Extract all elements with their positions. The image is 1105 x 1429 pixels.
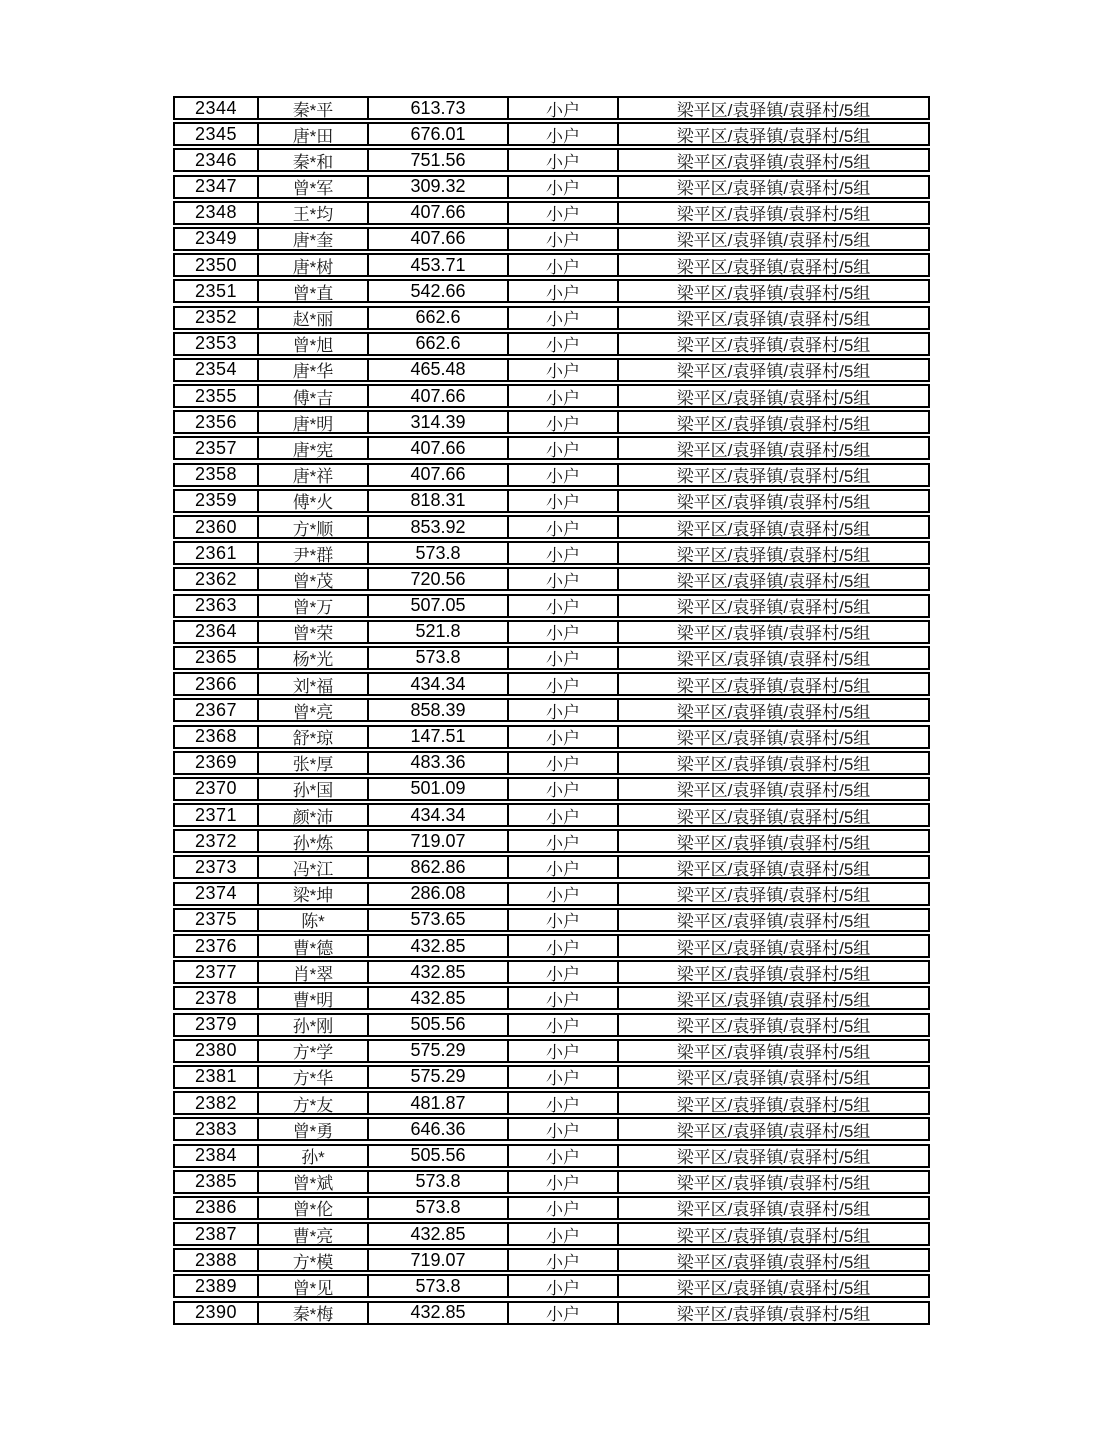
row-name-cell: 刘*福 bbox=[257, 674, 367, 694]
row-name-cell: 秦*梅 bbox=[257, 1303, 367, 1323]
row-name-cell: 傅*火 bbox=[257, 491, 367, 511]
row-name-cell: 曾*见 bbox=[257, 1276, 367, 1296]
row-location-cell: 梁平区/袁驿镇/袁驿村/5组 bbox=[617, 1250, 928, 1270]
row-name-cell: 方*顺 bbox=[257, 517, 367, 537]
row-name-cell: 曾*万 bbox=[257, 596, 367, 616]
row-value-cell: 432.85 bbox=[367, 1303, 507, 1323]
row-value-cell: 501.09 bbox=[367, 779, 507, 799]
row-location-cell: 梁平区/袁驿镇/袁驿村/5组 bbox=[617, 648, 928, 668]
row-location-cell: 梁平区/袁驿镇/袁驿村/5组 bbox=[617, 1041, 928, 1061]
row-id-cell: 2356 bbox=[194, 412, 238, 432]
row-type-cell: 小户 bbox=[507, 386, 617, 406]
row-id-cell: 2352 bbox=[194, 307, 238, 327]
row-value-cell: 505.56 bbox=[367, 1015, 507, 1035]
row-location-cell: 梁平区/袁驿镇/袁驿村/5组 bbox=[617, 910, 928, 930]
row-id-cell: 2345 bbox=[194, 124, 238, 144]
row-type-cell: 小户 bbox=[507, 124, 617, 144]
row-type-cell: 小户 bbox=[507, 1146, 617, 1166]
row-name-cell: 孙*国 bbox=[257, 779, 367, 799]
row-name-cell: 曾*茂 bbox=[257, 569, 367, 589]
row-location-cell: 梁平区/袁驿镇/袁驿村/5组 bbox=[617, 150, 928, 170]
row-name-cell: 唐*奎 bbox=[257, 229, 367, 249]
row-value-cell: 646.36 bbox=[367, 1119, 507, 1139]
table-row bbox=[173, 279, 930, 303]
row-value-cell: 573.8 bbox=[367, 543, 507, 563]
row-id-cell: 2383 bbox=[194, 1119, 238, 1139]
table-row bbox=[173, 829, 930, 853]
row-name-cell: 曹*德 bbox=[257, 936, 367, 956]
table-row bbox=[173, 960, 930, 984]
row-type-cell: 小户 bbox=[507, 779, 617, 799]
row-type-cell: 小户 bbox=[507, 727, 617, 747]
row-type-cell: 小户 bbox=[507, 1172, 617, 1192]
row-location-cell: 梁平区/袁驿镇/袁驿村/5组 bbox=[617, 229, 928, 249]
row-type-cell: 小户 bbox=[507, 465, 617, 485]
row-type-cell: 小户 bbox=[507, 177, 617, 197]
row-value-cell: 662.6 bbox=[367, 334, 507, 354]
row-location-cell: 梁平区/袁驿镇/袁驿村/5组 bbox=[617, 569, 928, 589]
table-row bbox=[173, 620, 930, 644]
row-id-cell: 2362 bbox=[194, 569, 238, 589]
row-name-cell: 曾*直 bbox=[257, 281, 367, 301]
table-row bbox=[173, 541, 930, 565]
row-location-cell: 梁平区/袁驿镇/袁驿村/5组 bbox=[617, 386, 928, 406]
row-id-cell: 2371 bbox=[194, 805, 238, 825]
row-type-cell: 小户 bbox=[507, 648, 617, 668]
row-type-cell: 小户 bbox=[507, 203, 617, 223]
table-row bbox=[173, 1039, 930, 1063]
row-id-cell: 2349 bbox=[194, 228, 238, 249]
row-value-cell: 818.31 bbox=[367, 491, 507, 511]
row-id-cell: 2357 bbox=[194, 438, 238, 458]
row-type-cell: 小户 bbox=[507, 988, 617, 1008]
row-location-cell: 梁平区/袁驿镇/袁驿村/5组 bbox=[617, 177, 928, 197]
table-row bbox=[173, 1013, 930, 1037]
row-location-cell: 梁平区/袁驿镇/袁驿村/5组 bbox=[617, 727, 928, 747]
table-row bbox=[173, 567, 930, 591]
table-row bbox=[173, 672, 930, 696]
household-table bbox=[173, 96, 930, 1327]
row-name-cell: 尹*群 bbox=[257, 543, 367, 563]
row-location-cell: 梁平区/袁驿镇/袁驿村/5组 bbox=[617, 281, 928, 301]
row-id-cell: 2361 bbox=[194, 543, 238, 563]
row-type-cell: 小户 bbox=[507, 910, 617, 930]
row-id-cell: 2372 bbox=[194, 831, 238, 851]
row-location-cell: 梁平区/袁驿镇/袁驿村/5组 bbox=[617, 124, 928, 144]
row-location-cell: 梁平区/袁驿镇/袁驿村/5组 bbox=[617, 596, 928, 616]
row-type-cell: 小户 bbox=[507, 753, 617, 773]
row-id-cell: 2358 bbox=[194, 464, 238, 485]
row-location-cell: 梁平区/袁驿镇/袁驿村/5组 bbox=[617, 203, 928, 223]
row-location-cell: 梁平区/袁驿镇/袁驿村/5组 bbox=[617, 962, 928, 982]
row-value-cell: 407.66 bbox=[367, 203, 507, 223]
table-body bbox=[173, 96, 930, 1325]
row-name-cell: 颜*沛 bbox=[257, 805, 367, 825]
row-id-cell: 2375 bbox=[194, 909, 238, 930]
row-id-cell: 2387 bbox=[194, 1224, 238, 1244]
table-row bbox=[173, 436, 930, 460]
row-id-cell: 2389 bbox=[194, 1276, 238, 1296]
row-type-cell: 小户 bbox=[507, 255, 617, 275]
row-type-cell: 小户 bbox=[507, 569, 617, 589]
row-location-cell: 梁平区/袁驿镇/袁驿村/5组 bbox=[617, 1015, 928, 1035]
table-row bbox=[173, 777, 930, 801]
row-location-cell: 梁平区/袁驿镇/袁驿村/5组 bbox=[617, 779, 928, 799]
row-name-cell: 赵*丽 bbox=[257, 308, 367, 328]
row-location-cell: 梁平区/袁驿镇/袁驿村/5组 bbox=[617, 438, 928, 458]
row-location-cell: 梁平区/袁驿镇/袁驿村/5组 bbox=[617, 1198, 928, 1218]
row-id-cell: 2360 bbox=[194, 517, 238, 537]
row-id-cell: 2364 bbox=[194, 621, 238, 642]
row-type-cell: 小户 bbox=[507, 281, 617, 301]
row-id-cell: 2353 bbox=[194, 333, 238, 354]
table-row bbox=[173, 306, 930, 330]
row-id-cell: 2386 bbox=[194, 1197, 238, 1218]
table-row bbox=[173, 1248, 930, 1272]
row-type-cell: 小户 bbox=[507, 962, 617, 982]
row-value-cell: 573.8 bbox=[367, 648, 507, 668]
row-id-cell: 2384 bbox=[194, 1145, 238, 1165]
row-name-cell: 陈* bbox=[257, 910, 367, 930]
table-row bbox=[173, 986, 930, 1010]
row-location-cell: 梁平区/袁驿镇/袁驿村/5组 bbox=[617, 465, 928, 485]
row-location-cell: 梁平区/袁驿镇/袁驿村/5组 bbox=[617, 831, 928, 851]
row-value-cell: 676.01 bbox=[367, 124, 507, 144]
row-id-cell: 2346 bbox=[194, 150, 238, 170]
table-row bbox=[173, 515, 930, 539]
row-name-cell: 唐*宪 bbox=[257, 438, 367, 458]
row-location-cell: 梁平区/袁驿镇/袁驿村/5组 bbox=[617, 491, 928, 511]
row-type-cell: 小户 bbox=[507, 360, 617, 380]
row-name-cell: 曾*荣 bbox=[257, 622, 367, 642]
row-location-cell: 梁平区/袁驿镇/袁驿村/5组 bbox=[617, 98, 928, 118]
row-id-cell: 2368 bbox=[194, 726, 238, 746]
row-name-cell: 曾*勇 bbox=[257, 1119, 367, 1139]
table-row bbox=[173, 698, 930, 722]
row-value-cell: 521.8 bbox=[367, 622, 507, 642]
table-row bbox=[173, 908, 930, 932]
table-row bbox=[173, 96, 930, 120]
row-id-cell: 2378 bbox=[194, 988, 238, 1008]
row-value-cell: 432.85 bbox=[367, 936, 507, 956]
table-row bbox=[173, 646, 930, 670]
row-location-cell: 梁平区/袁驿镇/袁驿村/5组 bbox=[617, 412, 928, 432]
row-value-cell: 853.92 bbox=[367, 517, 507, 537]
row-name-cell: 方*友 bbox=[257, 1093, 367, 1113]
table-row bbox=[173, 410, 930, 434]
row-value-cell: 465.48 bbox=[367, 360, 507, 380]
row-name-cell: 孙*炼 bbox=[257, 831, 367, 851]
row-value-cell: 147.51 bbox=[367, 727, 507, 747]
row-location-cell: 梁平区/袁驿镇/袁驿村/5组 bbox=[617, 674, 928, 694]
row-location-cell: 梁平区/袁驿镇/袁驿村/5组 bbox=[617, 857, 928, 877]
table-row bbox=[173, 803, 930, 827]
row-type-cell: 小户 bbox=[507, 674, 617, 694]
row-location-cell: 梁平区/袁驿镇/袁驿村/5组 bbox=[617, 1172, 928, 1192]
row-id-cell: 2376 bbox=[194, 936, 238, 956]
row-location-cell: 梁平区/袁驿镇/袁驿村/5组 bbox=[617, 988, 928, 1008]
row-location-cell: 梁平区/袁驿镇/袁驿村/5组 bbox=[617, 1119, 928, 1139]
row-value-cell: 858.39 bbox=[367, 700, 507, 720]
row-value-cell: 434.34 bbox=[367, 805, 507, 825]
row-type-cell: 小户 bbox=[507, 884, 617, 904]
row-name-cell: 曾*伦 bbox=[257, 1198, 367, 1218]
table-row bbox=[173, 253, 930, 277]
row-location-cell: 梁平区/袁驿镇/袁驿村/5组 bbox=[617, 1276, 928, 1296]
row-id-cell: 2379 bbox=[194, 1014, 238, 1035]
row-value-cell: 507.05 bbox=[367, 596, 507, 616]
row-name-cell: 曾*亮 bbox=[257, 700, 367, 720]
row-type-cell: 小户 bbox=[507, 805, 617, 825]
row-id-cell: 2382 bbox=[194, 1093, 238, 1113]
table-row bbox=[173, 122, 930, 146]
table-row bbox=[173, 358, 930, 382]
row-location-cell: 梁平区/袁驿镇/袁驿村/5组 bbox=[617, 543, 928, 563]
row-value-cell: 573.8 bbox=[367, 1172, 507, 1192]
row-value-cell: 407.66 bbox=[367, 386, 507, 406]
row-location-cell: 梁平区/袁驿镇/袁驿村/5组 bbox=[617, 1093, 928, 1113]
row-value-cell: 575.29 bbox=[367, 1067, 507, 1087]
row-location-cell: 梁平区/袁驿镇/袁驿村/5组 bbox=[617, 360, 928, 380]
row-value-cell: 483.36 bbox=[367, 753, 507, 773]
row-value-cell: 573.65 bbox=[367, 910, 507, 930]
row-value-cell: 432.85 bbox=[367, 962, 507, 982]
row-value-cell: 719.07 bbox=[367, 1250, 507, 1270]
row-value-cell: 505.56 bbox=[367, 1146, 507, 1166]
row-id-cell: 2373 bbox=[194, 857, 238, 877]
row-value-cell: 720.56 bbox=[367, 569, 507, 589]
row-value-cell: 573.8 bbox=[367, 1198, 507, 1218]
row-location-cell: 梁平区/袁驿镇/袁驿村/5组 bbox=[617, 622, 928, 642]
row-name-cell: 张*厚 bbox=[257, 753, 367, 773]
row-location-cell: 梁平区/袁驿镇/袁驿村/5组 bbox=[617, 308, 928, 328]
row-id-cell: 2370 bbox=[194, 778, 238, 799]
row-value-cell: 481.87 bbox=[367, 1093, 507, 1113]
table-row bbox=[173, 489, 930, 513]
row-type-cell: 小户 bbox=[507, 229, 617, 249]
row-type-cell: 小户 bbox=[507, 543, 617, 563]
row-type-cell: 小户 bbox=[507, 596, 617, 616]
row-type-cell: 小户 bbox=[507, 1015, 617, 1035]
row-location-cell: 梁平区/袁驿镇/袁驿村/5组 bbox=[617, 255, 928, 275]
row-name-cell: 傅*吉 bbox=[257, 386, 367, 406]
row-name-cell: 唐*田 bbox=[257, 124, 367, 144]
row-type-cell: 小户 bbox=[507, 412, 617, 432]
row-value-cell: 407.66 bbox=[367, 438, 507, 458]
row-location-cell: 梁平区/袁驿镇/袁驿村/5组 bbox=[617, 884, 928, 904]
row-type-cell: 小户 bbox=[507, 936, 617, 956]
row-location-cell: 梁平区/袁驿镇/袁驿村/5组 bbox=[617, 1067, 928, 1087]
row-type-cell: 小户 bbox=[507, 831, 617, 851]
row-location-cell: 梁平区/袁驿镇/袁驿村/5组 bbox=[617, 753, 928, 773]
row-value-cell: 862.86 bbox=[367, 857, 507, 877]
row-id-cell: 2374 bbox=[194, 883, 238, 904]
row-location-cell: 梁平区/袁驿镇/袁驿村/5组 bbox=[617, 334, 928, 354]
row-type-cell: 小户 bbox=[507, 1224, 617, 1244]
row-id-cell: 2347 bbox=[194, 176, 238, 197]
row-type-cell: 小户 bbox=[507, 1119, 617, 1139]
table-row bbox=[173, 1091, 930, 1115]
row-location-cell: 梁平区/袁驿镇/袁驿村/5组 bbox=[617, 805, 928, 825]
row-name-cell: 唐*树 bbox=[257, 255, 367, 275]
row-value-cell: 434.34 bbox=[367, 674, 507, 694]
row-type-cell: 小户 bbox=[507, 491, 617, 511]
row-value-cell: 751.56 bbox=[367, 150, 507, 170]
row-name-cell: 冯*江 bbox=[257, 857, 367, 877]
row-type-cell: 小户 bbox=[507, 1041, 617, 1061]
row-type-cell: 小户 bbox=[507, 1093, 617, 1113]
row-value-cell: 407.66 bbox=[367, 465, 507, 485]
row-value-cell: 286.08 bbox=[367, 884, 507, 904]
row-name-cell: 秦*平 bbox=[257, 98, 367, 118]
row-name-cell: 王*均 bbox=[257, 203, 367, 223]
row-id-cell: 2350 bbox=[194, 255, 238, 275]
row-id-cell: 2359 bbox=[194, 490, 238, 511]
row-location-cell: 梁平区/袁驿镇/袁驿村/5组 bbox=[617, 517, 928, 537]
row-id-cell: 2351 bbox=[194, 281, 238, 301]
row-id-cell: 2381 bbox=[194, 1066, 238, 1087]
table-row bbox=[173, 751, 930, 775]
row-value-cell: 662.6 bbox=[367, 308, 507, 328]
row-name-cell: 方*华 bbox=[257, 1067, 367, 1087]
row-type-cell: 小户 bbox=[507, 150, 617, 170]
row-value-cell: 453.71 bbox=[367, 255, 507, 275]
row-type-cell: 小户 bbox=[507, 438, 617, 458]
table-row bbox=[173, 855, 930, 879]
row-id-cell: 2344 bbox=[194, 98, 238, 118]
row-name-cell: 孙*刚 bbox=[257, 1015, 367, 1035]
row-value-cell: 719.07 bbox=[367, 831, 507, 851]
row-type-cell: 小户 bbox=[507, 1198, 617, 1218]
row-value-cell: 407.66 bbox=[367, 229, 507, 249]
row-type-cell: 小户 bbox=[507, 857, 617, 877]
row-name-cell: 秦*和 bbox=[257, 150, 367, 170]
row-type-cell: 小户 bbox=[507, 1276, 617, 1296]
table-row bbox=[173, 463, 930, 487]
row-id-cell: 2363 bbox=[194, 595, 238, 616]
table-row bbox=[173, 148, 930, 172]
row-id-cell: 2388 bbox=[194, 1250, 238, 1270]
table-row bbox=[173, 1144, 930, 1168]
row-type-cell: 小户 bbox=[507, 334, 617, 354]
table-row bbox=[173, 934, 930, 958]
table-row bbox=[173, 1117, 930, 1141]
table-row bbox=[173, 725, 930, 749]
row-type-cell: 小户 bbox=[507, 1250, 617, 1270]
row-id-cell: 2354 bbox=[194, 359, 238, 380]
row-location-cell: 梁平区/袁驿镇/袁驿村/5组 bbox=[617, 1146, 928, 1166]
row-id-cell: 2380 bbox=[194, 1040, 238, 1061]
table-row bbox=[173, 1065, 930, 1089]
table-row bbox=[173, 175, 930, 199]
row-name-cell: 杨*光 bbox=[257, 648, 367, 668]
row-name-cell: 曹*亮 bbox=[257, 1224, 367, 1244]
row-value-cell: 432.85 bbox=[367, 1224, 507, 1244]
row-type-cell: 小户 bbox=[507, 517, 617, 537]
row-location-cell: 梁平区/袁驿镇/袁驿村/5组 bbox=[617, 700, 928, 720]
row-id-cell: 2367 bbox=[194, 700, 238, 720]
table-row bbox=[173, 1196, 930, 1220]
row-name-cell: 孙* bbox=[257, 1146, 367, 1166]
row-value-cell: 613.73 bbox=[367, 98, 507, 118]
row-name-cell: 肖*翠 bbox=[257, 962, 367, 982]
row-value-cell: 575.29 bbox=[367, 1041, 507, 1061]
row-name-cell: 曹*明 bbox=[257, 988, 367, 1008]
row-id-cell: 2355 bbox=[194, 386, 238, 406]
table-row bbox=[173, 227, 930, 251]
row-name-cell: 梁*坤 bbox=[257, 884, 367, 904]
table-row bbox=[173, 594, 930, 618]
row-name-cell: 唐*明 bbox=[257, 412, 367, 432]
row-type-cell: 小户 bbox=[507, 622, 617, 642]
table-row bbox=[173, 1222, 930, 1246]
table-row bbox=[173, 882, 930, 906]
table-row bbox=[173, 332, 930, 356]
row-type-cell: 小户 bbox=[507, 1067, 617, 1087]
row-location-cell: 梁平区/袁驿镇/袁驿村/5组 bbox=[617, 936, 928, 956]
table-row bbox=[173, 384, 930, 408]
table-row bbox=[173, 1301, 930, 1325]
row-id-cell: 2369 bbox=[194, 752, 238, 773]
row-name-cell: 曾*军 bbox=[257, 177, 367, 197]
row-type-cell: 小户 bbox=[507, 700, 617, 720]
row-name-cell: 方*模 bbox=[257, 1250, 367, 1270]
row-location-cell: 梁平区/袁驿镇/袁驿村/5组 bbox=[617, 1224, 928, 1244]
row-name-cell: 唐*华 bbox=[257, 360, 367, 380]
row-id-cell: 2365 bbox=[194, 647, 238, 668]
row-name-cell: 曾*旭 bbox=[257, 334, 367, 354]
row-value-cell: 573.8 bbox=[367, 1276, 507, 1296]
row-id-cell: 2377 bbox=[194, 962, 238, 982]
row-name-cell: 舒*琼 bbox=[257, 727, 367, 747]
row-id-cell: 2385 bbox=[194, 1171, 238, 1192]
row-id-cell: 2366 bbox=[194, 674, 238, 694]
row-id-cell: 2390 bbox=[194, 1302, 238, 1323]
row-type-cell: 小户 bbox=[507, 98, 617, 118]
row-value-cell: 309.32 bbox=[367, 177, 507, 197]
table-row bbox=[173, 201, 930, 225]
row-name-cell: 唐*祥 bbox=[257, 465, 367, 485]
row-name-cell: 曾*斌 bbox=[257, 1172, 367, 1192]
table-row bbox=[173, 1274, 930, 1298]
row-value-cell: 314.39 bbox=[367, 412, 507, 432]
row-location-cell: 梁平区/袁驿镇/袁驿村/5组 bbox=[617, 1303, 928, 1323]
row-type-cell: 小户 bbox=[507, 308, 617, 328]
row-id-cell: 2348 bbox=[194, 202, 238, 223]
table-row bbox=[173, 1170, 930, 1194]
row-value-cell: 542.66 bbox=[367, 281, 507, 301]
row-name-cell: 方*学 bbox=[257, 1041, 367, 1061]
row-type-cell: 小户 bbox=[507, 1303, 617, 1323]
row-value-cell: 432.85 bbox=[367, 988, 507, 1008]
